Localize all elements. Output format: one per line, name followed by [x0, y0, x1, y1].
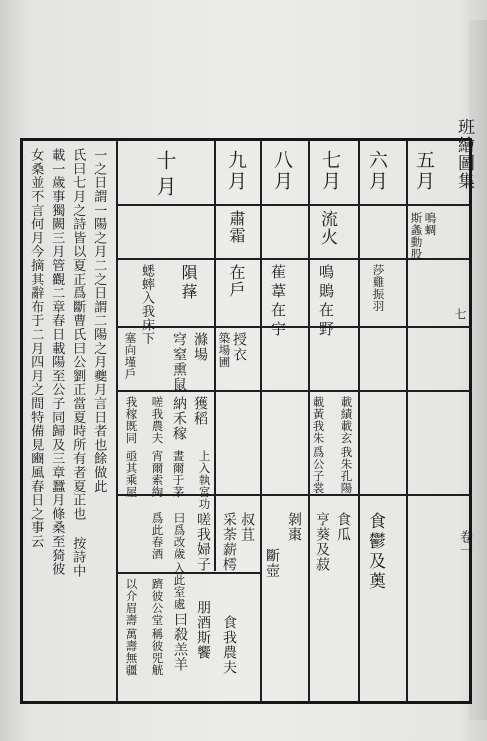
cell-text: 莎雞振羽 [371, 264, 386, 312]
divider [116, 204, 472, 206]
cell-text: 隕萚 [179, 264, 198, 302]
cell-text: 叔苴 [239, 512, 255, 542]
cell-text: 斯螽動股 [409, 212, 424, 260]
cell-text: 在戶 [227, 264, 246, 298]
margin-chapter: 七 [453, 308, 467, 320]
margin-title: 班繪圖集 [454, 118, 474, 190]
cell-text: 稱彼兕觥 [150, 628, 165, 676]
cell-text: 曰殺羔羊 [172, 612, 188, 672]
note-column: 一之日謂一陽之月二之日謂二陽之月夔月言日者也餘做此 [91, 148, 107, 493]
divider [116, 141, 118, 701]
cell-text: 亨葵及菽 [314, 512, 330, 572]
margin-page: 卷一 [457, 530, 472, 556]
divider [116, 390, 472, 392]
divider [116, 572, 262, 574]
cell-text: 滌場 [192, 332, 208, 362]
cell-text: 上入執宮功 [197, 450, 212, 510]
cell-text: 以介眉壽 [124, 578, 139, 626]
cell-text: 肅霜 [227, 210, 246, 244]
cell-text: 載績載玄 [339, 396, 354, 444]
cell-text: 爲此春酒 [150, 512, 165, 560]
month-header-8: 八月 [271, 150, 293, 192]
divider [116, 326, 472, 328]
cell-text: 流火 [317, 210, 337, 246]
cell-text: 朋酒斯饗 [195, 600, 211, 660]
cell-text: 晝爾于茅 [171, 450, 186, 498]
table-frame [20, 138, 472, 704]
cell-text: 獲稻 [192, 396, 208, 426]
cell-text: 我稼既同 [124, 396, 139, 444]
cell-text: 躋彼公堂 [150, 578, 165, 626]
cell-text: 築場圃 [217, 332, 232, 368]
cell-text: 食鬱及薁 [365, 512, 385, 592]
month-header-7: 七月 [319, 150, 341, 192]
cell-text: 我朱孔陽 [339, 446, 354, 494]
cell-text: 萑葦在宇 [269, 264, 287, 340]
cell-text: 嗟我婦子 [195, 512, 211, 572]
cell-text: 鳴鵙在野 [317, 264, 335, 340]
month-header-5: 五月 [413, 150, 435, 192]
divider [214, 141, 216, 571]
cell-text: 納禾稼 [171, 396, 187, 441]
month-header-10: 十月 [153, 150, 177, 202]
cell-text: 授衣 [231, 332, 247, 362]
cell-text: 蟋蟀入我床下 [139, 264, 154, 345]
cell-text: 曰爲改歲 [172, 512, 187, 560]
cell-text: 爲公子裳 [311, 446, 326, 494]
cell-text: 穹窒熏鼠 [171, 332, 187, 392]
cell-text: 剝棗 [286, 512, 302, 542]
divider [406, 141, 408, 701]
note-column: 氏曰七月之詩皆以夏正爲斷曹氏曰公劉正當夏時所有者夏正也 按詩中 [70, 148, 86, 578]
cell-text: 塞向墐戶 [123, 332, 138, 380]
note-column: 載一歲事獨闕三月管觀二章春日載陽至公子同歸及三章蠶月條桑至猗彼 [49, 148, 65, 576]
cell-text: 宵爾索綯 [150, 450, 165, 498]
divider [260, 141, 262, 701]
divider [308, 141, 310, 701]
cell-text: 采荼薪樗 [221, 512, 237, 572]
cell-text: 鳴蜩 [423, 212, 438, 236]
cell-text: 萬壽無疆 [124, 628, 139, 676]
cell-text: 入此室處 [172, 562, 187, 610]
month-header-9: 九月 [225, 150, 247, 192]
cell-text: 食我農夫 [221, 615, 237, 675]
month-header-6: 六月 [366, 150, 388, 192]
cell-text: 斷壺 [264, 548, 280, 578]
cell-text: 食瓜 [335, 512, 351, 542]
divider [358, 141, 360, 701]
note-column: 女桑並不言何月今摘其辭布于二月四月之間特備見豳風春日之事云 [28, 148, 44, 549]
cell-text: 載黃我朱 [311, 396, 326, 444]
cell-text: 亟其乘屋 [124, 450, 139, 498]
cell-text: 嗟我農夫 [150, 396, 165, 444]
divider [116, 494, 472, 496]
